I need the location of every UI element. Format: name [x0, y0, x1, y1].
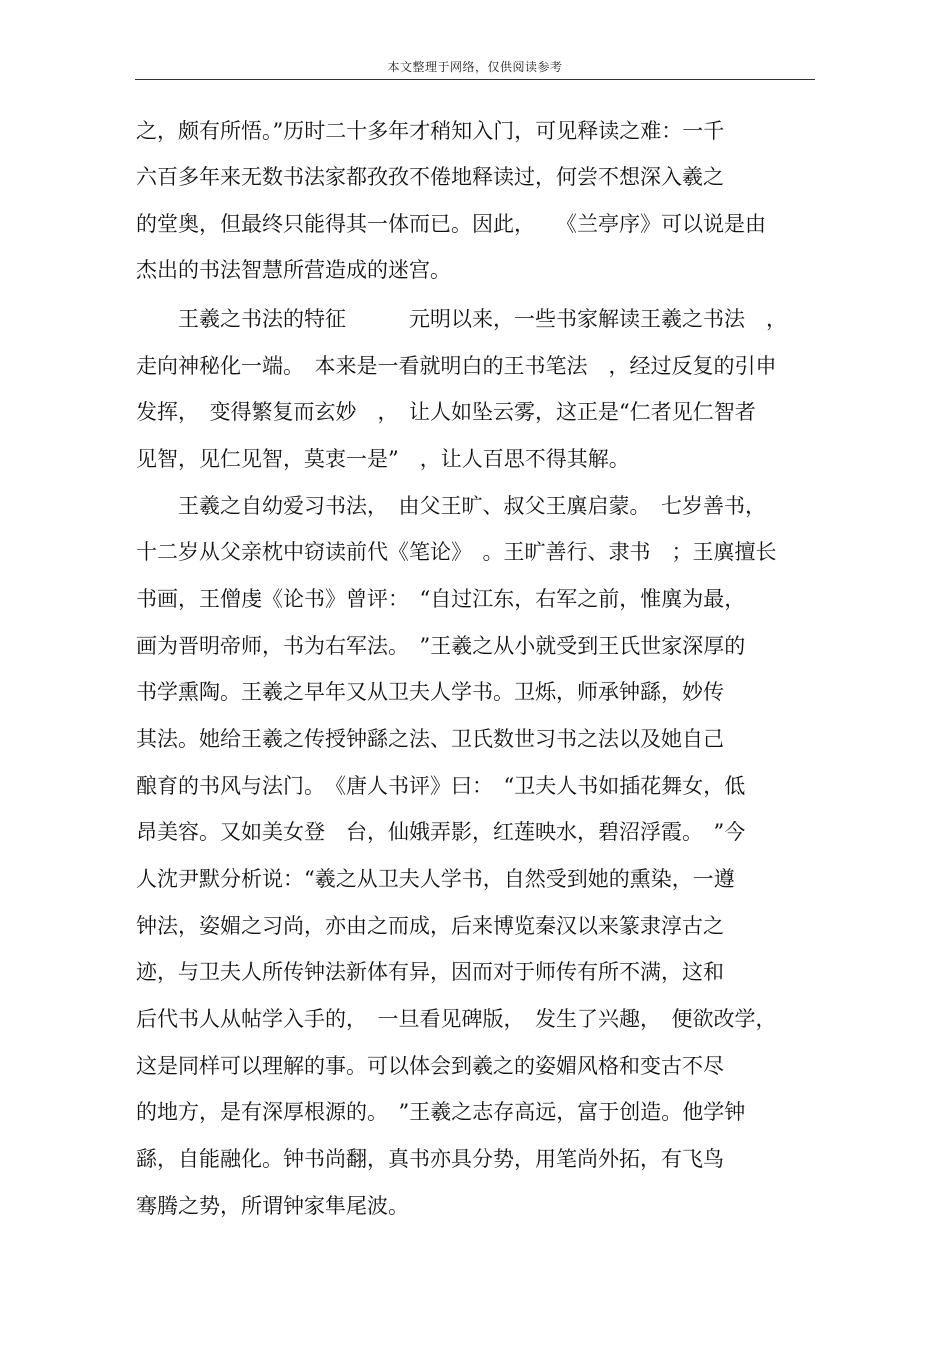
- text-line: 见智，见仁见智，莫衷一是” ，让人百思不得其解。: [136, 447, 630, 471]
- text-line: 画为晋明帝师，书为右军法。 ”王羲之从小就受到王氏世家深厚的: [136, 634, 746, 658]
- paragraph-start-line: 王羲之自幼爱习书法， 由父王旷、叔父王廙启蒙。 七岁善书，: [178, 494, 766, 518]
- page-header: 本文整理于网络，仅供阅读参考: [387, 60, 563, 74]
- paragraph-heading-line: 王羲之书法的特征 元明以来，一些书家解读王羲之书法 ，: [178, 307, 787, 331]
- text-line: 之，颇有所悟。”历时二十多年才稍知入门，可见释读之难：一千: [136, 119, 725, 143]
- text-line: 繇，自能融化。钟书尚翻，真书亦具分势，用笔尚外拓，有飞鸟: [136, 1147, 724, 1171]
- text-line: 的地方，是有深厚根源的。 ”王羲之志存高远，富于创造。他学钟: [136, 1100, 746, 1124]
- text-line: 昂美容。又如美女登 台，仙娥弄影，红莲映水，碧沼浮霞。 ”今: [136, 820, 746, 844]
- text-line: 书学熏陶。王羲之早年又从卫夫人学书。卫烁，师承钟繇，妙传: [136, 680, 724, 704]
- text-line: 其法。她给王羲之传授钟繇之法、卫氏数世习书之法以及她自己: [136, 727, 724, 751]
- text-line: 十二岁从父亲枕中窃读前代《笔论》 。王旷善行、隶书 ；王廙擅长: [136, 540, 777, 564]
- text-line: 书画，王僧虔《论书》曾评： “自过江东，右军之前，惟廙为最，: [136, 587, 746, 611]
- text-line: 的堂奥，但最终只能得其一体而已。因此， 《兰亭序》可以说是由: [136, 212, 766, 236]
- text-line: 走向神秘化一端。 本来是一看就明白的王书笔法 ，经过反复的引申: [136, 354, 777, 378]
- text-line: 骞腾之势，所谓钟家隼尾波。: [136, 1194, 409, 1218]
- text-line: 六百多年来无数书法家都孜孜不倦地释读过，何尝不想深入羲之: [136, 165, 724, 189]
- text-line: 后代书人从帖学入手的， 一旦看见碑版， 发生了兴趣， 便欲改学，: [136, 1007, 777, 1031]
- text-line: 酿育的书风与法门。 《唐人书评》曰： “卫夫人书如插花舞女，低: [136, 774, 746, 798]
- text-line: 钟法，姿媚之习尚，亦由之而成，后来博览秦汉以来篆隶淳古之: [136, 914, 724, 938]
- text-line: 人沈尹默分析说：“羲之从卫夫人学书，自然受到她的熏染，一遵: [136, 867, 735, 891]
- text-line: 迹，与卫夫人所传钟法新体有异，因而对于师传有所不满，这和: [136, 960, 724, 984]
- text-line: 这是同样可以理解的事。可以体会到羲之的姿媚风格和变古不尽: [136, 1054, 724, 1078]
- text-line: 发挥， 变得繁复而玄妙 ， 让人如坠云雾，这正是“仁者见仁智者: [136, 400, 756, 424]
- text-line: 杰出的书法智慧所营造成的迷宫。: [136, 258, 451, 282]
